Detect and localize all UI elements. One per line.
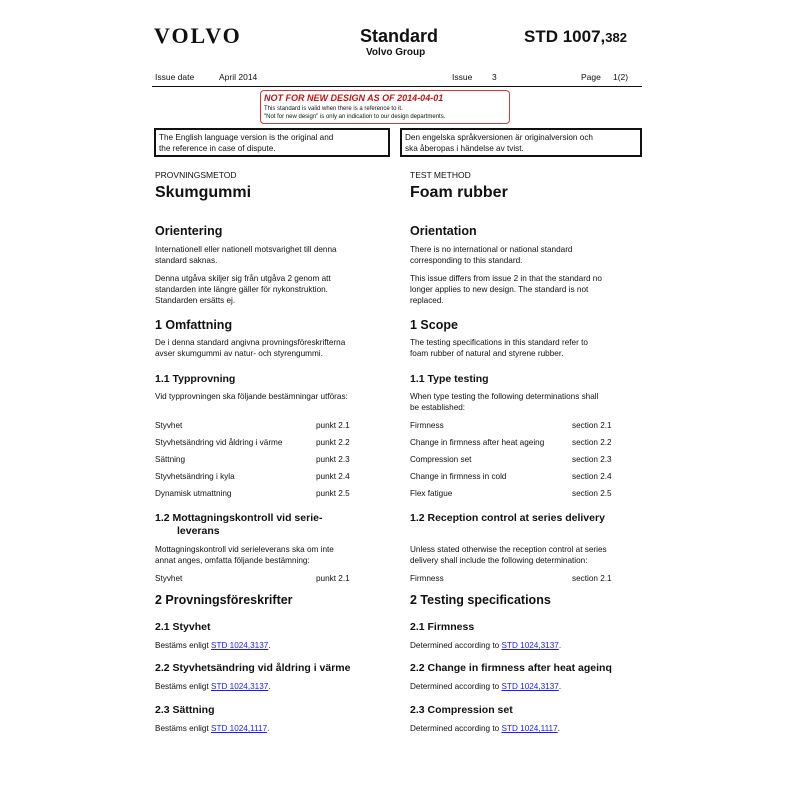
en-section-2-2-text: Determined according to STD 1024,3137. — [410, 682, 562, 691]
sv-title: Skumgummi — [155, 184, 252, 201]
en-section-2-2-heading: 2.2 Change in firmness after heat ageinq — [410, 662, 612, 674]
sv-type-item-name: Dynamisk utmattning — [155, 489, 232, 498]
not-for-new-design-notice — [260, 90, 510, 124]
text-line: foam rubber of natural and styrene rubber. — [410, 349, 564, 358]
sv-section-1-heading: 1 Omfattning — [155, 318, 233, 332]
sv-reception-item-name: Styvhet — [155, 574, 183, 583]
sv-type-item-ref: punkt 2.5 — [316, 489, 350, 498]
issue-number: 3 — [492, 72, 497, 82]
sv-method-label: PROVNINGSMETOD — [155, 170, 237, 180]
text-line: Mottagningskontroll vid serieleverans ska om inte — [155, 545, 334, 554]
en-type-item-name: Firmness — [410, 421, 444, 430]
language-note-english — [154, 128, 390, 157]
sv-reception-item-ref: punkt 2.1 — [316, 574, 350, 583]
en-title: Foam rubber — [410, 184, 508, 201]
std-link[interactable]: STD 1024,3137 — [501, 641, 559, 650]
en-section-1-1-heading: 1.1 Type testing — [410, 373, 489, 385]
text-line: delivery shall include the following determination: — [410, 556, 588, 565]
std-link[interactable]: STD 1024,3137 — [210, 682, 269, 691]
sv-section-2-3-heading: 2.3 Sättning — [155, 704, 215, 716]
sv-section-2-2-heading: 2.2 Styvhetsändring vid åldring i värme — [155, 662, 351, 674]
language-note-swedish — [400, 128, 642, 157]
en-section-1-heading: 1 Scope — [410, 318, 458, 332]
notice-title: NOT FOR NEW DESIGN AS OF 2014-04-01 — [264, 93, 444, 103]
sv-type-item-name: Styvhetsändring i kyla — [155, 472, 235, 481]
notice-line-1: This standard is valid when there is a reference to it. — [264, 106, 403, 112]
text-line: standard saknas. — [155, 256, 218, 265]
en-type-item-name: Flex fatigue — [410, 489, 453, 498]
issue-date-label: Issue date — [155, 72, 195, 82]
language-note-swedish-line: ska åberopas i händelse av tvist. — [405, 144, 524, 153]
en-type-item-name: Change in firmness after heat ageing — [410, 438, 545, 447]
text-line: corresponding to this standard. — [410, 256, 523, 265]
en-section-1-2-heading: 1.2 Reception control at series delivery — [410, 512, 605, 524]
text-line: annat anges, omfatta följande bestämning: — [155, 556, 310, 565]
std-link[interactable]: STD 1024,3137 — [210, 641, 269, 650]
en-type-item-name: Compression set — [410, 455, 472, 464]
en-section-1-1-text — [410, 391, 635, 413]
sv-section-1-1-text: Vid typprovningen ska följande bestämningar utföras: — [155, 392, 348, 401]
text-line: Denna utgåva skiljer sig från utgåva 2 genom att — [155, 274, 331, 283]
en-orientation-para-2 — [410, 273, 635, 306]
sv-section-1-2-text — [155, 544, 380, 566]
en-type-item-ref: section 2.4 — [572, 472, 612, 481]
text-line: Internationell eller nationell motsvarighet till denna — [155, 245, 337, 254]
notice-line-2: "Not for new design" is only an indication to our design departments. — [264, 114, 446, 120]
en-orientation-para-1 — [410, 244, 635, 266]
en-section-2-heading: 2 Testing specifications — [410, 593, 551, 607]
text-line: longer applies to new design. The standard is not — [410, 285, 589, 294]
sv-section-2-heading: 2 Provningsföreskrifter — [155, 593, 293, 607]
header-divider — [152, 86, 642, 87]
sv-section-1-2-heading: 1.2 Mottagningskontroll vid serie- — [155, 512, 323, 524]
en-method-label: TEST METHOD — [410, 170, 471, 180]
text-line: When type testing the following determinations shall — [410, 392, 599, 401]
language-note-english-line: the reference in case of dispute. — [159, 144, 276, 153]
sv-type-item-name: Sättning — [155, 455, 186, 464]
en-section-2-1-text: Determined according to STD 1024,3137. — [410, 641, 562, 650]
text-line: The testing specifications in this standard refer to — [410, 338, 588, 347]
document-type: Standard — [360, 26, 439, 46]
text-line: De i denna standard angivna provningsföreskrifterna — [155, 338, 346, 347]
group-name: Volvo Group — [366, 47, 426, 58]
sv-section-2-3-text: Bestäms enligt STD 1024,1117. — [155, 724, 270, 733]
en-type-item-ref: section 2.2 — [572, 438, 612, 447]
issue-date: April 2014 — [219, 72, 258, 82]
sv-section-1-text — [155, 337, 380, 359]
en-type-item-ref: section 2.3 — [572, 455, 612, 464]
standard-number: STD 1007,382 — [524, 27, 627, 46]
en-section-2-3-heading: 2.3 Compression set — [410, 704, 513, 716]
en-type-item-ref: section 2.1 — [572, 421, 612, 430]
sv-orientation-para-2 — [155, 273, 380, 306]
sv-type-item-ref: punkt 2.1 — [316, 421, 350, 430]
en-type-item-name: Change in firmness in cold — [410, 472, 507, 481]
sv-type-item-ref: punkt 2.3 — [316, 455, 350, 464]
std-link[interactable]: STD 1024,3137 — [501, 682, 559, 691]
std-link[interactable]: STD 1024,1117 — [210, 724, 268, 733]
en-orientation-heading: Orientation — [410, 224, 477, 238]
std-link[interactable]: STD 1024,1117 — [501, 724, 558, 733]
text-line: Unless stated otherwise the reception control at series — [410, 545, 607, 554]
text-line: replaced. — [410, 296, 444, 305]
en-reception-item-ref: section 2.1 — [572, 574, 612, 583]
sv-section-2-1-text: Bestäms enligt STD 1024,3137. — [155, 641, 271, 650]
page-number: 1(2) — [613, 72, 629, 82]
sv-section-1-2-heading-cont: leverans — [177, 525, 220, 537]
text-line: avser skumgummi av natur- och styrengummi. — [155, 349, 323, 358]
text-line: be established: — [410, 403, 466, 412]
en-section-1-text — [410, 337, 635, 359]
en-section-2-1-heading: 2.1 Firmness — [410, 621, 475, 633]
text-line: This issue differs from issue 2 in that the standard no — [410, 274, 602, 283]
issue-label: Issue — [452, 72, 473, 82]
sv-type-item-name: Styvhetsändring vid åldring i värme — [155, 438, 283, 447]
text-line: Standarden ersätts ej. — [155, 296, 236, 305]
en-section-2-3-text: Determined according to STD 1024,1117. — [410, 724, 560, 733]
sv-type-item-ref: punkt 2.2 — [316, 438, 350, 447]
sv-orientation-para-1 — [155, 244, 380, 266]
page-label: Page — [581, 72, 601, 82]
language-note-english-line: The English language version is the original and — [159, 133, 334, 142]
sv-orientation-heading: Orientering — [155, 224, 223, 238]
language-note-swedish-line: Den engelska språkversionen är originalversion och — [405, 133, 593, 142]
en-section-1-2-text — [410, 544, 635, 566]
volvo-logo: VOLVO — [154, 23, 242, 48]
sv-type-item-ref: punkt 2.4 — [316, 472, 350, 481]
text-line: standarden inte längre gäller för nykonstruktion. — [155, 285, 328, 294]
en-type-item-ref: section 2.5 — [572, 489, 612, 498]
sv-type-item-name: Styvhet — [155, 421, 183, 430]
text-line: There is no international or national standard — [410, 245, 573, 254]
en-reception-item-name: Firmness — [410, 574, 444, 583]
sv-section-1-1-heading: 1.1 Typprovning — [155, 373, 236, 385]
sv-section-2-1-heading: 2.1 Styvhet — [155, 621, 211, 633]
sv-section-2-2-text: Bestäms enligt STD 1024,3137. — [155, 682, 271, 691]
